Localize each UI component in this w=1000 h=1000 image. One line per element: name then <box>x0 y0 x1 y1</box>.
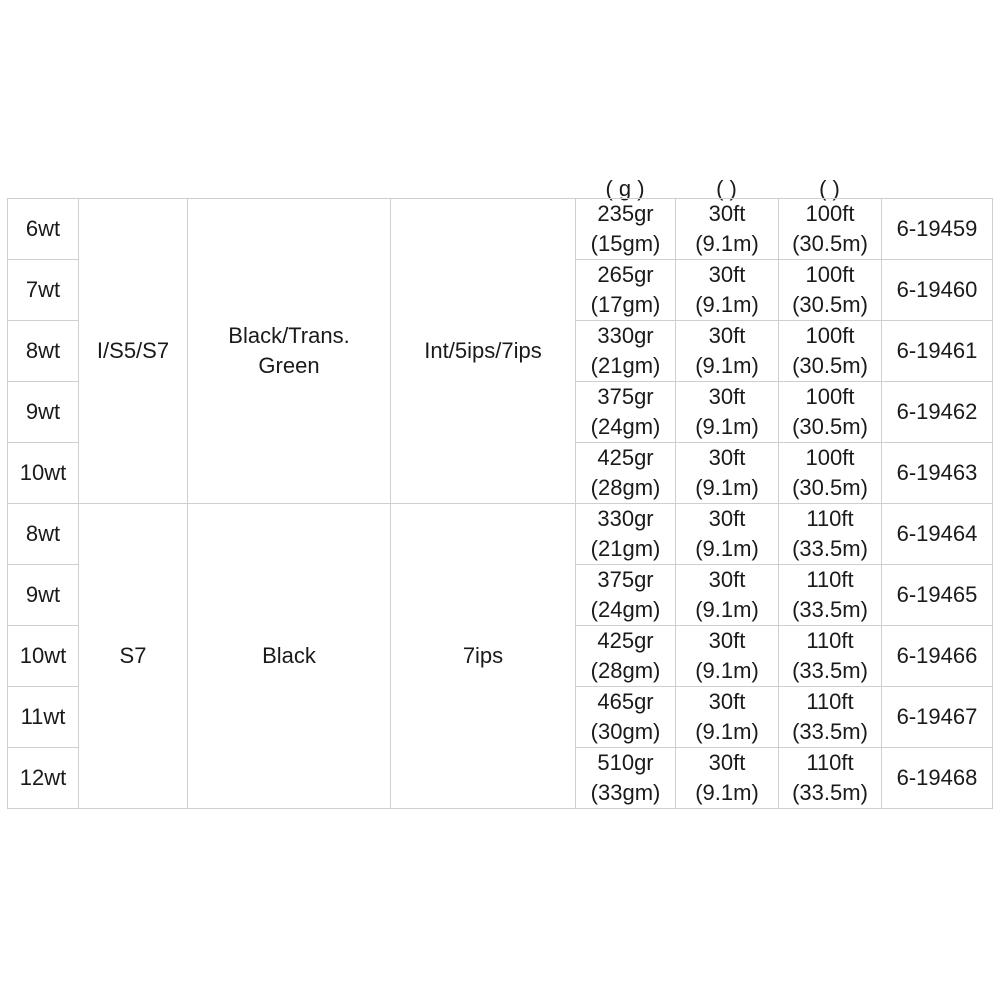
item-number-cell: 6-19466 <box>882 626 993 687</box>
grain-cell <box>576 321 676 382</box>
line-length-cell <box>779 199 882 260</box>
line-m-value: (33.5m) <box>792 597 868 622</box>
gram-value: (28gm) <box>590 658 661 683</box>
grain-value: 235gr <box>597 201 654 226</box>
head-length-cell <box>676 565 779 626</box>
item-number-cell: 6-19462 <box>882 382 993 443</box>
grain-value: 375gr <box>597 567 654 592</box>
line-ft-value: 110ft <box>806 750 854 775</box>
line-m-value: (33.5m) <box>792 658 868 683</box>
head-ft-value: 30ft <box>708 262 746 287</box>
head-m-value: (9.1m) <box>695 353 759 378</box>
grain-cell <box>576 565 676 626</box>
weight-cell: 8wt <box>8 504 79 565</box>
grain-cell <box>576 260 676 321</box>
cropped-cell-gram: ( g ) <box>605 176 645 201</box>
line-length-cell <box>779 504 882 565</box>
gram-value: (30gm) <box>590 719 661 744</box>
line-type-cell: I/S5/S7 <box>79 199 188 504</box>
head-m-value: (9.1m) <box>695 475 759 500</box>
line-length-cell <box>779 565 882 626</box>
head-length-cell <box>676 687 779 748</box>
line-ft-value: 100ft <box>805 262 855 287</box>
line-m-value: (30.5m) <box>792 292 868 317</box>
weight-cell: 7wt <box>8 260 79 321</box>
gram-value: (24gm) <box>590 414 661 439</box>
item-number-cell: 6-19468 <box>882 748 993 809</box>
fly-line-spec-table <box>7 198 993 809</box>
item-number-cell: 6-19465 <box>882 565 993 626</box>
item-number-cell: 6-19463 <box>882 443 993 504</box>
gram-value: (21gm) <box>590 353 661 378</box>
grain-value: 375gr <box>597 384 654 409</box>
item-number-cell: 6-19467 <box>882 687 993 748</box>
line-ft-value: 110ft <box>806 628 854 653</box>
head-ft-value: 30ft <box>708 750 746 775</box>
line-ft-value: 100ft <box>805 445 855 470</box>
table-row <box>8 504 993 565</box>
grain-cell <box>576 199 676 260</box>
item-number-cell: 6-19459 <box>882 199 993 260</box>
grain-cell <box>576 382 676 443</box>
sink-rate-cell: 7ips <box>391 504 576 809</box>
line-length-cell <box>779 260 882 321</box>
head-ft-value: 30ft <box>708 201 746 226</box>
line-ft-value: 110ft <box>806 689 854 714</box>
head-m-value: (9.1m) <box>695 780 759 805</box>
grain-cell <box>576 443 676 504</box>
head-ft-value: 30ft <box>708 384 746 409</box>
grain-cell <box>576 626 676 687</box>
cropped-cell-head-m: ( ) <box>716 176 737 201</box>
table-body <box>8 199 993 809</box>
grain-value: 330gr <box>597 323 654 348</box>
head-m-value: (9.1m) <box>695 292 759 317</box>
grain-value: 510gr <box>597 750 654 775</box>
line-ft-value: 100ft <box>805 201 855 226</box>
color-cell <box>188 199 391 504</box>
head-m-value: (9.1m) <box>695 719 759 744</box>
line-ft-value: 110ft <box>806 506 854 531</box>
weight-cell: 11wt <box>8 687 79 748</box>
grain-value: 425gr <box>597 445 654 470</box>
gram-value: (21gm) <box>590 536 661 561</box>
head-m-value: (9.1m) <box>695 597 759 622</box>
weight-cell: 10wt <box>8 626 79 687</box>
sink-rate-cell: Int/5ips/7ips <box>391 199 576 504</box>
gram-value: (15gm) <box>590 231 661 256</box>
head-length-cell <box>676 199 779 260</box>
line-length-cell <box>779 382 882 443</box>
head-length-cell <box>676 504 779 565</box>
line-m-value: (30.5m) <box>792 353 868 378</box>
grain-cell <box>576 504 676 565</box>
line-length-cell <box>779 321 882 382</box>
grain-value: 330gr <box>597 506 654 531</box>
head-m-value: (9.1m) <box>695 414 759 439</box>
head-ft-value: 30ft <box>708 628 746 653</box>
grain-value: 265gr <box>597 262 654 287</box>
head-length-cell <box>676 443 779 504</box>
color-line-1: Black/Trans. <box>228 323 350 348</box>
head-ft-value: 30ft <box>708 323 746 348</box>
line-length-cell <box>779 443 882 504</box>
gram-value: (24gm) <box>590 597 661 622</box>
grain-value: 425gr <box>597 628 654 653</box>
table-row <box>8 199 993 260</box>
head-ft-value: 30ft <box>708 689 746 714</box>
head-length-cell <box>676 260 779 321</box>
line-ft-value: 100ft <box>805 384 855 409</box>
item-number-cell: 6-19464 <box>882 504 993 565</box>
grain-cell <box>576 748 676 809</box>
line-ft-value: 100ft <box>805 323 855 348</box>
spec-table-container <box>7 176 992 805</box>
gram-value: (33gm) <box>590 780 661 805</box>
color-cell: Black <box>188 504 391 809</box>
head-ft-value: 30ft <box>708 567 746 592</box>
line-m-value: (33.5m) <box>792 536 868 561</box>
line-m-value: (33.5m) <box>792 780 868 805</box>
line-length-cell <box>779 687 882 748</box>
item-number-cell: 6-19461 <box>882 321 993 382</box>
head-length-cell <box>676 748 779 809</box>
color-line-2: Green <box>258 353 320 378</box>
gram-value: (28gm) <box>590 475 661 500</box>
line-m-value: (30.5m) <box>792 414 868 439</box>
line-length-cell <box>779 748 882 809</box>
head-m-value: (9.1m) <box>695 658 759 683</box>
cropped-cell-line-m: ( ) <box>819 176 840 201</box>
line-m-value: (33.5m) <box>792 719 868 744</box>
line-ft-value: 110ft <box>806 567 854 592</box>
line-m-value: (30.5m) <box>792 475 868 500</box>
head-m-value: (9.1m) <box>695 536 759 561</box>
grain-cell <box>576 687 676 748</box>
line-type-cell: S7 <box>79 504 188 809</box>
line-length-cell <box>779 626 882 687</box>
weight-cell: 8wt <box>8 321 79 382</box>
weight-cell: 9wt <box>8 382 79 443</box>
head-ft-value: 30ft <box>708 506 746 531</box>
grain-value: 465gr <box>597 689 654 714</box>
weight-cell: 6wt <box>8 199 79 260</box>
head-m-value: (9.1m) <box>695 231 759 256</box>
weight-cell: 12wt <box>8 748 79 809</box>
item-number-cell: 6-19460 <box>882 260 993 321</box>
weight-cell: 10wt <box>8 443 79 504</box>
line-m-value: (30.5m) <box>792 231 868 256</box>
head-length-cell <box>676 382 779 443</box>
gram-value: (17gm) <box>590 292 661 317</box>
head-length-cell <box>676 626 779 687</box>
weight-cell: 9wt <box>8 565 79 626</box>
head-length-cell <box>676 321 779 382</box>
head-ft-value: 30ft <box>708 445 746 470</box>
